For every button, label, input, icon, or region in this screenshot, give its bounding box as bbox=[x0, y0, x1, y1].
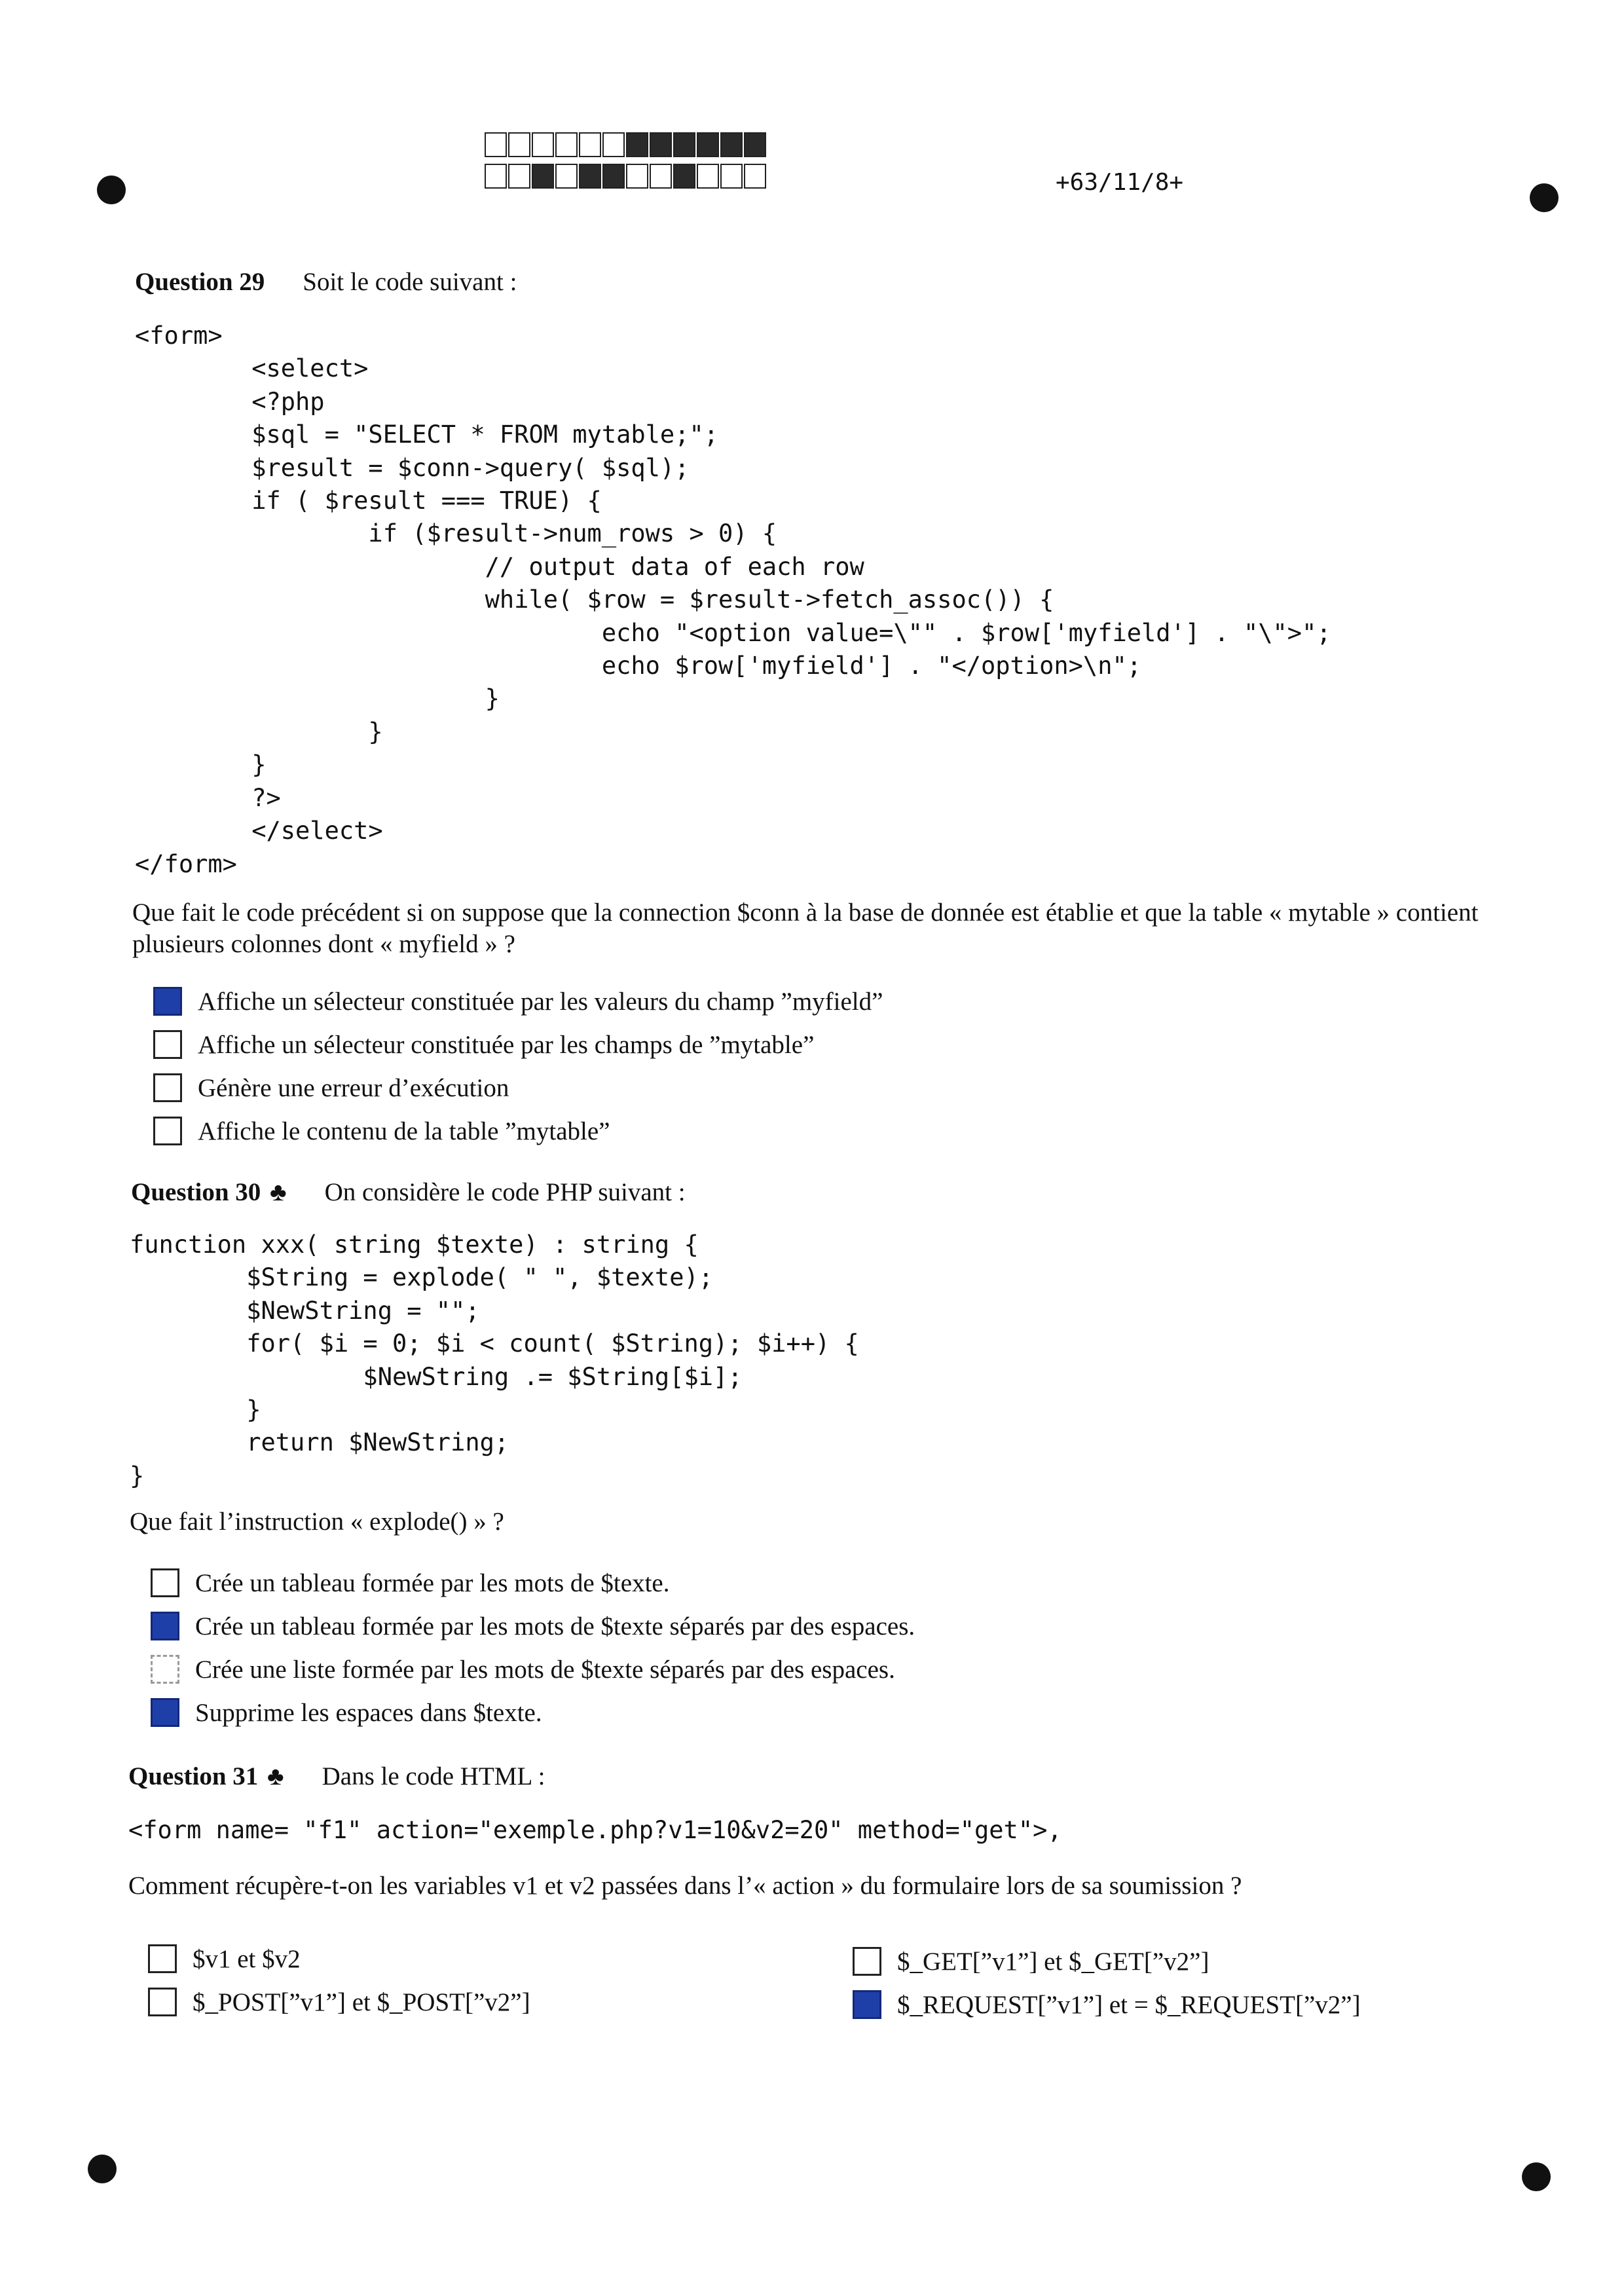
barcode-cell bbox=[579, 164, 601, 189]
question-29-header bbox=[135, 267, 517, 297]
code-line: echo "<option value=\"" . $row['myfield'] . "\">"; bbox=[601, 618, 1331, 647]
answer-option[interactable] bbox=[151, 1648, 915, 1691]
barcode-cell bbox=[744, 132, 766, 157]
question-29-answers bbox=[153, 980, 883, 1153]
answer-option[interactable] bbox=[151, 1561, 915, 1604]
answer-label: Affiche le contenu de la table ”mytable” bbox=[198, 1117, 610, 1145]
checkbox[interactable] bbox=[853, 1947, 881, 1976]
barcode-cell bbox=[650, 132, 672, 157]
code-line: </form> bbox=[135, 849, 237, 878]
code-line: if ($result->num_rows > 0) { bbox=[368, 519, 777, 548]
barcode-cell bbox=[626, 164, 648, 189]
code-line: <select> bbox=[251, 354, 369, 383]
answer-label: $_POST[”v1”] et $_POST[”v2”] bbox=[193, 1988, 530, 2016]
question-29-text: Que fait le code précédent si on suppose que la connection $conn à la base de donnée est établie et que la table « mytable » contient plusieurs colonnes dont « myfield » ? bbox=[132, 898, 1479, 958]
code-line: while( $row = $result->fetch_assoc()) { bbox=[485, 585, 1054, 614]
answer-label: Affiche un sélecteur constituée par les champs de ”mytable” bbox=[198, 1030, 815, 1059]
barcode-row bbox=[485, 132, 767, 158]
answer-option[interactable] bbox=[151, 1604, 915, 1648]
barcode-cell bbox=[673, 132, 695, 157]
corner-mark-top-left bbox=[97, 176, 126, 204]
barcode-cell bbox=[697, 164, 719, 189]
code-line: return $NewString; bbox=[246, 1428, 509, 1457]
club-icon: ♣ bbox=[267, 1762, 284, 1790]
barcode-cell bbox=[555, 132, 578, 157]
code-line: <form> bbox=[135, 322, 223, 350]
answer-label: Génère une erreur d’exécution bbox=[198, 1073, 509, 1102]
checkbox[interactable] bbox=[148, 1988, 177, 2016]
code-line: function xxx( string $texte) : string { bbox=[130, 1231, 699, 1259]
code-line: $result = $conn->query( $sql); bbox=[251, 453, 690, 482]
code-line: for( $i = 0; $i < count( $String); $i++) { bbox=[246, 1329, 859, 1358]
question-29-number: Question 29 bbox=[135, 268, 265, 296]
barcode-cell bbox=[720, 164, 743, 189]
checkbox[interactable] bbox=[151, 1568, 179, 1597]
code-line: // output data of each row bbox=[485, 552, 864, 581]
code-line: } bbox=[485, 684, 500, 713]
barcode-cell bbox=[579, 132, 601, 157]
code-line: $String = explode( " ", $texte); bbox=[246, 1263, 714, 1292]
page-barcode bbox=[485, 132, 767, 195]
answer-label: Crée un tableau formée par les mots de $texte séparés par des espaces. bbox=[195, 1612, 915, 1640]
code-line: } bbox=[246, 1396, 261, 1424]
answer-option[interactable] bbox=[853, 1940, 1361, 1983]
barcode-cell bbox=[697, 132, 719, 157]
barcode-cell bbox=[532, 164, 554, 189]
code-line: $sql = "SELECT * FROM mytable;"; bbox=[251, 420, 719, 449]
barcode-cell bbox=[508, 164, 530, 189]
answer-option[interactable] bbox=[153, 1066, 883, 1109]
code-line: $NewString .= $String[$i]; bbox=[363, 1362, 743, 1391]
code-line: } bbox=[368, 717, 383, 746]
barcode-cell bbox=[673, 164, 695, 189]
code-line: <?php bbox=[251, 387, 325, 416]
checkbox[interactable] bbox=[148, 1944, 177, 1973]
question-29-code bbox=[135, 320, 1331, 881]
question-31-intro: Dans le code HTML : bbox=[322, 1762, 545, 1790]
checkbox-checked[interactable] bbox=[853, 1990, 881, 2019]
corner-mark-bottom-right bbox=[1522, 2162, 1551, 2191]
answer-label: Supprime les espaces dans $texte. bbox=[195, 1698, 542, 1727]
barcode-cell bbox=[744, 164, 766, 189]
answer-label: Crée une liste formée par les mots de $texte séparés par des espaces. bbox=[195, 1655, 895, 1684]
answer-option[interactable] bbox=[153, 1023, 883, 1066]
question-29-intro: Soit le code suivant : bbox=[303, 268, 517, 296]
checkbox-checked[interactable] bbox=[151, 1612, 179, 1640]
code-line: if ( $result === TRUE) { bbox=[251, 487, 602, 515]
answer-option[interactable] bbox=[153, 980, 883, 1023]
checkbox-checked[interactable] bbox=[151, 1698, 179, 1727]
question-31-answers-right bbox=[853, 1940, 1361, 2026]
barcode-cell bbox=[602, 132, 625, 157]
club-icon: ♣ bbox=[270, 1178, 287, 1206]
checkbox[interactable] bbox=[151, 1655, 179, 1684]
question-31-code: <form name= "f1" action="exemple.php?v1=10&v2=20" method="get">, bbox=[128, 1816, 1062, 1844]
barcode-cell bbox=[650, 164, 672, 189]
code-line: $NewString = ""; bbox=[246, 1296, 480, 1325]
corner-mark-top-right bbox=[1530, 183, 1559, 212]
barcode-row bbox=[485, 164, 767, 190]
question-30-text: Que fait l’instruction « explode() » ? bbox=[130, 1508, 504, 1536]
answer-label: $v1 et $v2 bbox=[193, 1944, 301, 1973]
answer-label: Affiche un sélecteur constituée par les valeurs du champ ”myfield” bbox=[198, 987, 883, 1016]
question-31-number: Question 31 ♣ bbox=[128, 1762, 284, 1790]
answer-option[interactable] bbox=[148, 1937, 530, 1980]
answer-label: Crée un tableau formée par les mots de $texte. bbox=[195, 1568, 670, 1597]
code-line: } bbox=[130, 1461, 145, 1490]
barcode-cell bbox=[555, 164, 578, 189]
code-line: </select> bbox=[251, 817, 383, 845]
barcode-cell bbox=[485, 164, 507, 189]
question-30-answers bbox=[151, 1561, 915, 1734]
barcode-cell bbox=[602, 164, 625, 189]
question-30-intro: On considère le code PHP suivant : bbox=[324, 1178, 686, 1206]
code-line: ?> bbox=[251, 783, 281, 812]
barcode-cell bbox=[532, 132, 554, 157]
code-line: } bbox=[251, 750, 267, 779]
answer-option[interactable] bbox=[148, 1980, 530, 2024]
barcode-cell bbox=[485, 132, 507, 157]
question-31-text: Comment récupère-t-on les variables v1 et v2 passées dans l’« action » du formulaire lors de sa soumission ? bbox=[128, 1872, 1242, 1900]
barcode-cell bbox=[508, 132, 530, 157]
checkbox[interactable] bbox=[153, 1030, 182, 1059]
question-30-number: Question 30 ♣ bbox=[131, 1178, 287, 1206]
question-30-header bbox=[131, 1177, 686, 1207]
checkbox-checked[interactable] bbox=[153, 987, 182, 1016]
answer-option[interactable] bbox=[151, 1691, 915, 1734]
answer-label: $_GET[”v1”] et $_GET[”v2”] bbox=[897, 1947, 1209, 1976]
answer-option[interactable] bbox=[853, 1983, 1361, 2026]
checkbox[interactable] bbox=[153, 1117, 182, 1145]
question-31-answers-left bbox=[148, 1937, 530, 2024]
question-31-header bbox=[128, 1762, 545, 1791]
corner-mark-bottom-left bbox=[88, 2155, 117, 2183]
answer-option[interactable] bbox=[153, 1109, 883, 1153]
checkbox[interactable] bbox=[153, 1073, 182, 1102]
answer-label: $_REQUEST[”v1”] et = $_REQUEST[”v2”] bbox=[897, 1990, 1361, 2019]
barcode-cell bbox=[626, 132, 648, 157]
page-reference: +63/11/8+ bbox=[1056, 169, 1184, 196]
code-line: echo $row['myfield'] . "</option>\n"; bbox=[601, 652, 1142, 680]
barcode-cell bbox=[720, 132, 743, 157]
question-30-code bbox=[130, 1229, 859, 1492]
